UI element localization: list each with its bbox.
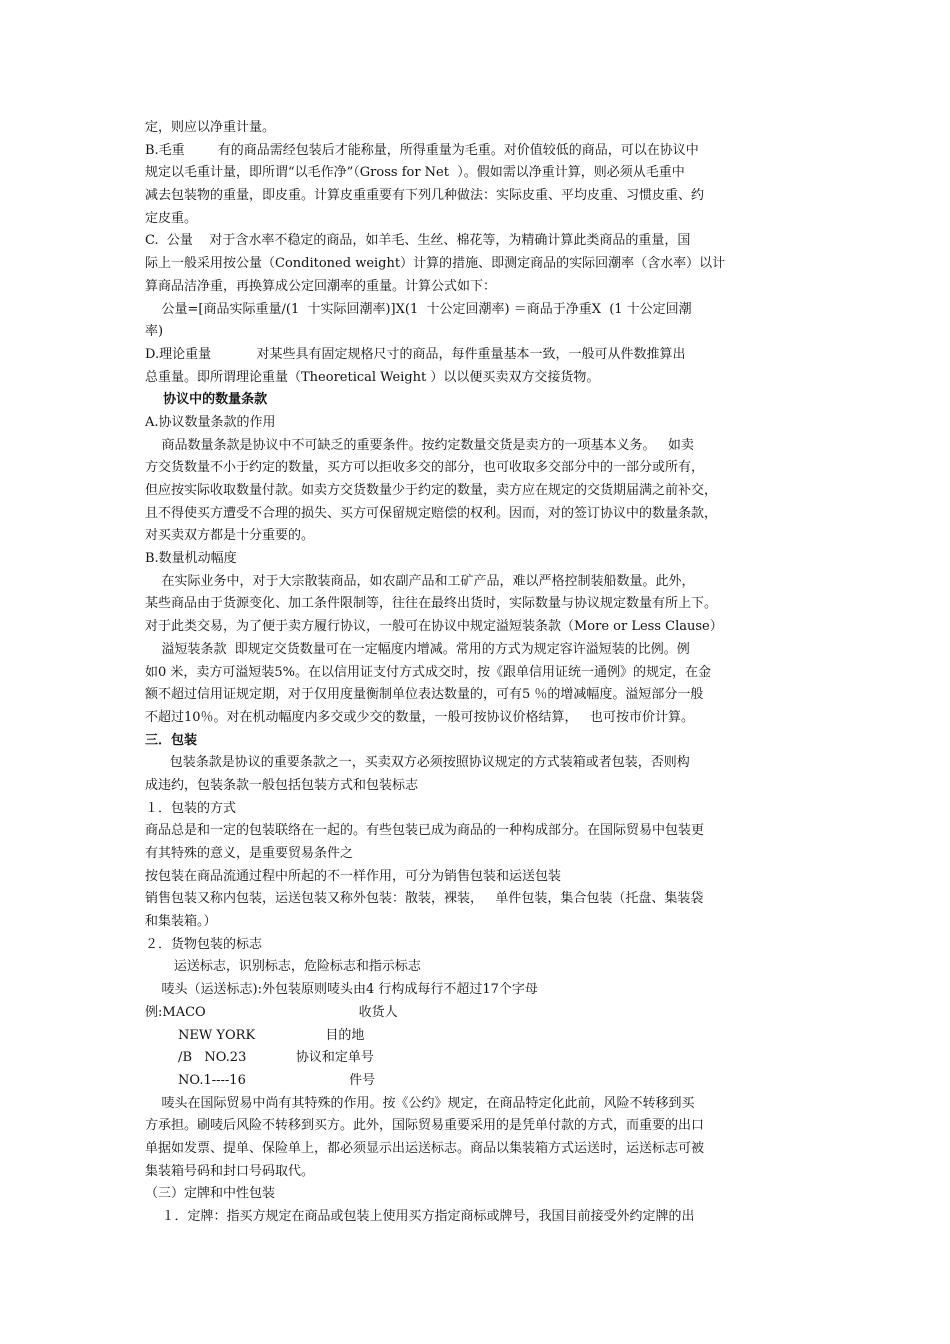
text-line: 在实际业务中，对于大宗散装商品，如农副产品和工矿产品，难以严格控制装船数量。此外， bbox=[145, 573, 695, 589]
text-line: 率) bbox=[145, 324, 164, 340]
text-line: 唛头在国际贸易中尚有其特殊的作用。按《公约》规定，在商品特定化此前，风险不转移到买 bbox=[145, 1095, 695, 1111]
text-line: 且不得使买方遭受不合理的损失、买方可保留规定赔偿的权利。因而，对的签订协议中的数量条款， bbox=[145, 505, 718, 521]
text-line: /B NO.23 协议和定单号 bbox=[145, 1050, 374, 1066]
text-line: 对买卖双方都是十分重要的。 bbox=[145, 528, 315, 544]
text-line: NO.1----16 件号 bbox=[145, 1072, 376, 1088]
text-line: 集装箱号码和封口号码取代。 bbox=[145, 1163, 315, 1179]
text-line: 成违约，包装条款一般包括包装方式和包装标志 bbox=[145, 777, 419, 793]
text-line: 溢短装条款 即规定交货数量可在一定幅度内增减。常用的方式为规定容许溢短装的比例。例 bbox=[145, 641, 690, 657]
text-line: 销售包装又称内包装，运送包装又称外包装：散装，裸装， 单件包装，集合包装（托盘、集装袋 bbox=[145, 891, 704, 907]
text-line: 但应按实际收取数量付款。如卖方交货数量少于约定的数量，卖方应在规定的交货期届满之前补交， bbox=[145, 483, 718, 498]
text-line: 商品总是和一定的包装联络在一起的。有些包装已成为商品的一种构成部分。在国际贸易中包装更 bbox=[145, 823, 705, 839]
text-line: １．包装的方式 bbox=[145, 800, 237, 816]
text-line: NEW YORK 目的地 bbox=[145, 1027, 365, 1043]
text-line: １．定牌：指买方规定在商品或包装上使用买方指定商标或牌号，我国目前接受外约定牌的出 bbox=[145, 1209, 695, 1224]
text-line: 商品数量条款是协议中不可缺乏的重要条件。按约定数量交货是卖方的一项基本义务。 如卖 bbox=[145, 437, 694, 453]
text-line: 额不超过信用证规定期，对于仅用度量衡制单位表达数量的，可有5 ％的增减幅度。溢短部分一般 bbox=[145, 687, 704, 703]
text-line: 定皮重。 bbox=[145, 210, 198, 226]
text-line: 按包装在商品流通过程中所起的不一样作用，可分为销售包装和运送包装 bbox=[145, 868, 562, 884]
text-line: B.数量机动幅度 bbox=[145, 551, 237, 567]
text-line: 如0 米，卖方可溢短装5%。在以信用证支付方式成交时，按《跟单信用证统一通例》的规定，在金 bbox=[145, 664, 712, 680]
text-line: 对于此类交易，为了便于卖方履行协议，一般可在协议中规定溢短装条款（More or Less Clause） bbox=[145, 619, 723, 635]
text-line: 包装条款是协议的重要条款之一，买卖双方必须按照协议规定的方式装箱或者包装，否则构 bbox=[145, 755, 690, 771]
text-line: 际上一般采用按公量（Conditoned weight）计算的措施、即测定商品的实际回潮率（含水率）以计 bbox=[145, 256, 726, 272]
text-line: （三）定牌和中性包装 bbox=[145, 1186, 276, 1202]
text-line: 方交货数量不小于约定的数量，买方可以拒收多交的部分，也可收取多交部分中的一部分或所有， bbox=[145, 460, 705, 476]
text-line: B.毛重 有的商品需经包装后才能称量，所得重量为毛重。对价值较低的商品，可以在协议中 bbox=[145, 142, 699, 158]
text-line: 唛头（运送标志):外包装原则唛头由4 行构成每行不超过17个字母 bbox=[145, 982, 538, 998]
document-body bbox=[145, 117, 815, 1229]
section-heading: 三．包装 bbox=[145, 732, 198, 748]
text-line: 方承担。刷唛后风险不转移到买方。此外，国际贸易重要采用的是凭单付款的方式，而重要的出口 bbox=[145, 1118, 705, 1134]
text-line: 定，则应以净重计量。 bbox=[145, 120, 276, 135]
text-line: C. 公量 对于含水率不稳定的商品，如羊毛、生丝、棉花等，为精确计算此类商品的重量，国 bbox=[145, 233, 691, 249]
text-line: ２．货物包装的标志 bbox=[145, 936, 263, 952]
text-line: 某些商品由于货源变化、加工条件限制等，往往在最终出货时，实际数量与协议规定数量有所上下。 bbox=[145, 596, 718, 612]
text-line: 运送标志，识别标志，危险标志和指示标志 bbox=[145, 959, 421, 975]
text-line: 例:MACO 收货人 bbox=[145, 1004, 398, 1020]
text-line: 算商品洁净重，再换算成公定回潮率的重量。计算公式如下： bbox=[145, 278, 497, 294]
text-line: A.协议数量条款的作用 bbox=[145, 414, 276, 430]
section-heading: 协议中的数量条款 bbox=[145, 392, 268, 408]
text-line: 减去包装物的重量，即皮重。计算皮重重要有下列几种做法：实际皮重、平均皮重、习惯皮重、约 bbox=[145, 188, 705, 204]
text-line: D.理论重量 对某些具有固定规格尺寸的商品，每件重量基本一致，一般可从件数推算出 bbox=[145, 346, 686, 362]
text-line: 规定以毛重计量，即所谓“以毛作净”（Gross for Net ）。假如需以净重计算，则必须从毛重中 bbox=[145, 165, 685, 181]
text-line: 不超过10％。对在机动幅度内多交或少交的数量，一般可按协议价格结算， 也可按市价计算。 bbox=[145, 709, 694, 725]
text-line: 总重量。即所谓理论重量（Theoretical Weight ）以以便买卖双方交接货物。 bbox=[145, 369, 600, 385]
text-line: 有其特殊的意义，是重要贸易条件之 bbox=[145, 846, 354, 861]
text-line: 和集装箱。） bbox=[145, 914, 217, 930]
text-line: 公量=[商品实际重量/(1 十实际回潮率)]X(1 十公定回潮率) ＝商品于净重X (1 十公定回潮 bbox=[145, 301, 692, 317]
text-line: 单据如发票、提单、保险单上，都必须显示出运送标志。商品以集装箱方式运送时，运送标志可被 bbox=[145, 1140, 705, 1156]
